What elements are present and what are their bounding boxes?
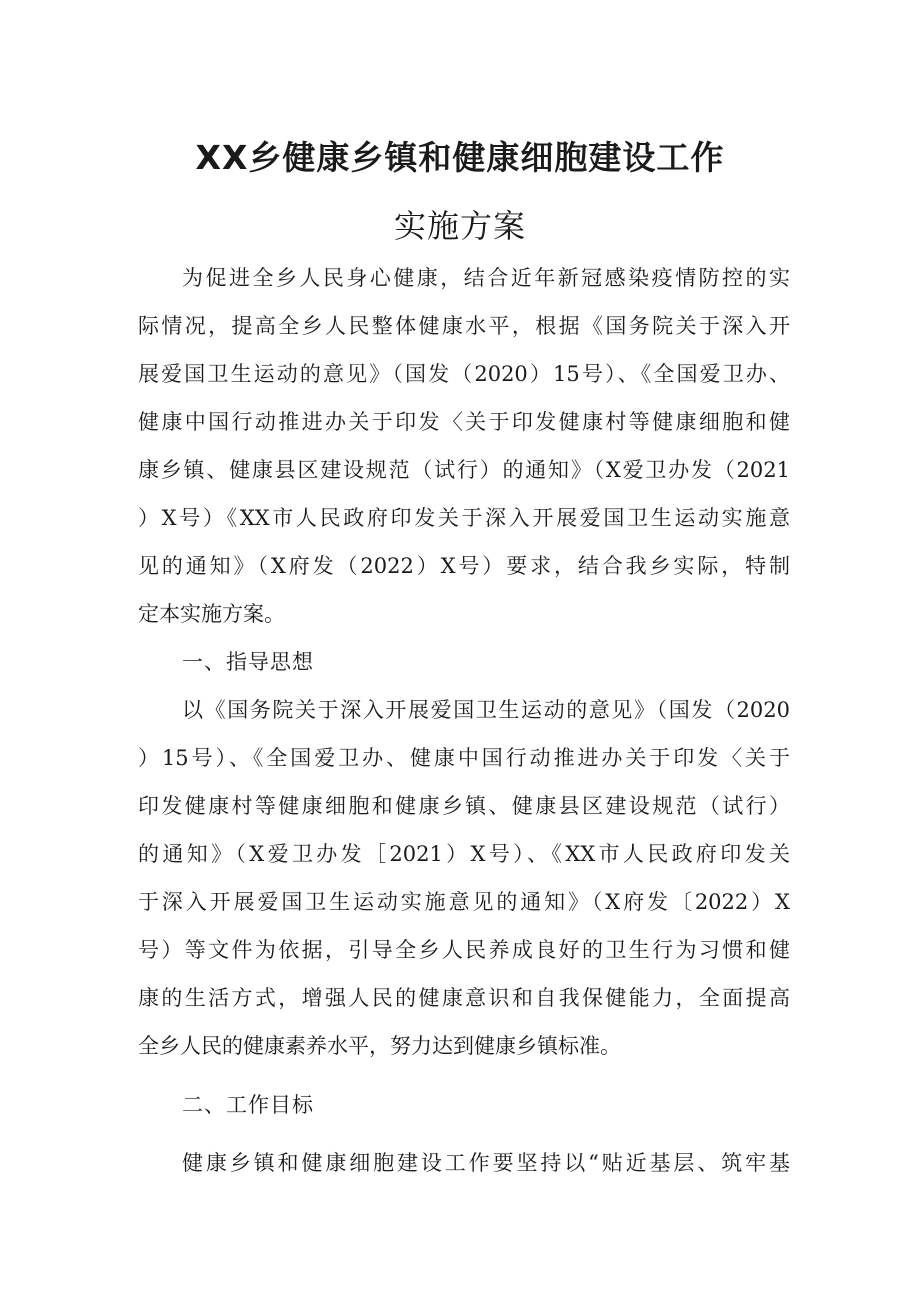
intro-line: 定本实施方案。 (138, 602, 285, 626)
intro-line: 展爱国卫生运动的意见》（国发（2020）15号）、《全国爱卫办、 (138, 362, 790, 386)
intro-line: ）X号）《XX市人民政府印发关于深入开展爱国卫生运动实施意 (138, 506, 790, 530)
intro-line: 健康中国行动推进办关于印发〈关于印发健康村等健康细胞和健 (138, 410, 790, 434)
intro-line: 见的通知》（X府发（2022）X号）要求，结合我乡实际，特制 (138, 554, 790, 578)
section1-line: 全乡人民的健康素养水平，努力达到健康乡镇标准。 (138, 1034, 621, 1058)
section1-line: 的通知》（X爱卫办发［2021）X号）、《XX市人民政府印发关 (138, 842, 790, 866)
section2-line: 健康乡镇和健康细胞建设工作要坚持以“贴近基层、筑牢基 (182, 1151, 790, 1175)
section-heading-guiding-ideology: 一、指导思想 (182, 650, 314, 674)
section1-line: ）15号）、《全国爱卫办、健康中国行动推进办关于印发〈关于 (138, 746, 790, 770)
intro-line: 康乡镇、健康县区建设规范（试行）的通知》（X爱卫办发（2021 (138, 458, 790, 482)
section1-line: 于深入开展爱国卫生运动实施意见的通知》（X府发〔2022）X (138, 890, 790, 914)
section1-line: 印发健康村等健康细胞和健康乡镇、健康县区建设规范（试行） (138, 794, 790, 818)
section1-line: 以《国务院关于深入开展爱国卫生运动的意见》（国发（2020 (182, 698, 790, 722)
section-heading-work-goals: 二、工作目标 (182, 1093, 314, 1117)
intro-line: 为促进全乡人民身心健康，结合近年新冠感染疫情防控的实 (182, 266, 790, 290)
section1-line: 号）等文件为依据，引导全乡人民养成良好的卫生行为习惯和健 (138, 938, 790, 962)
section1-line: 康的生活方式，增强人民的健康意识和自我保健能力，全面提高 (138, 986, 790, 1010)
document-title-line-2: 实施方案 (393, 207, 526, 245)
document-title-line-1: XX乡健康乡镇和健康细胞建设工作 (195, 138, 725, 177)
intro-line: 际情况，提高全乡人民整体健康水平，根据《国务院关于深入开 (138, 314, 790, 338)
